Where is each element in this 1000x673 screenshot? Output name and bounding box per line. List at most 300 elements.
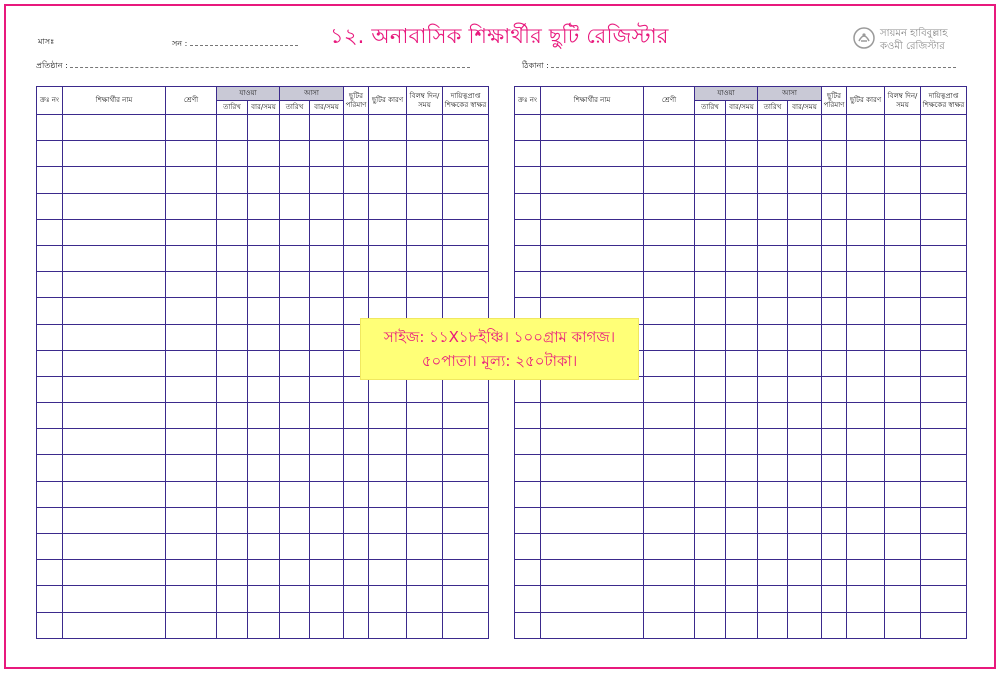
table-cell[interactable] — [407, 403, 443, 429]
table-cell[interactable] — [644, 507, 695, 533]
table-cell[interactable] — [758, 141, 788, 167]
table-cell[interactable] — [726, 272, 758, 298]
table-cell[interactable] — [37, 507, 63, 533]
table-cell[interactable] — [344, 481, 369, 507]
table-cell[interactable] — [788, 403, 822, 429]
table-cell[interactable] — [37, 429, 63, 455]
table-cell[interactable] — [37, 560, 63, 586]
table-cell[interactable] — [369, 534, 407, 560]
table-cell[interactable] — [443, 429, 489, 455]
table-cell[interactable] — [788, 586, 822, 612]
table-cell[interactable] — [885, 586, 921, 612]
table-cell[interactable] — [248, 560, 280, 586]
table-cell[interactable] — [217, 350, 248, 376]
table-cell[interactable] — [726, 429, 758, 455]
table-cell[interactable] — [515, 272, 541, 298]
table-cell[interactable] — [217, 167, 248, 193]
table-cell[interactable] — [541, 481, 644, 507]
table-cell[interactable] — [644, 560, 695, 586]
table-cell[interactable] — [644, 272, 695, 298]
table-cell[interactable] — [310, 115, 344, 141]
table-cell[interactable] — [695, 534, 726, 560]
table-cell[interactable] — [443, 219, 489, 245]
table-cell[interactable] — [248, 376, 280, 402]
table-cell[interactable] — [885, 350, 921, 376]
table-cell[interactable] — [344, 245, 369, 271]
table-cell[interactable] — [885, 507, 921, 533]
table-cell[interactable] — [726, 534, 758, 560]
table-cell[interactable] — [37, 350, 63, 376]
table-cell[interactable] — [822, 429, 847, 455]
table-cell[interactable] — [541, 141, 644, 167]
table-cell[interactable] — [788, 324, 822, 350]
table-cell[interactable] — [644, 481, 695, 507]
table-cell[interactable] — [369, 115, 407, 141]
table-cell[interactable] — [166, 560, 217, 586]
table-cell[interactable] — [695, 272, 726, 298]
table-cell[interactable] — [541, 167, 644, 193]
table-cell[interactable] — [695, 219, 726, 245]
table-cell[interactable] — [695, 167, 726, 193]
table-cell[interactable] — [921, 141, 967, 167]
table-cell[interactable] — [644, 298, 695, 324]
table-cell[interactable] — [847, 560, 885, 586]
table-cell[interactable] — [166, 193, 217, 219]
table-cell[interactable] — [248, 324, 280, 350]
table-cell[interactable] — [541, 193, 644, 219]
table-cell[interactable] — [541, 219, 644, 245]
table-cell[interactable] — [217, 429, 248, 455]
table-cell[interactable] — [280, 403, 310, 429]
table-cell[interactable] — [758, 324, 788, 350]
table-cell[interactable] — [407, 429, 443, 455]
table-cell[interactable] — [726, 403, 758, 429]
table-cell[interactable] — [37, 245, 63, 271]
table-cell[interactable] — [407, 455, 443, 481]
table-cell[interactable] — [847, 350, 885, 376]
table-cell[interactable] — [788, 534, 822, 560]
table-cell[interactable] — [921, 350, 967, 376]
table-cell[interactable] — [63, 507, 166, 533]
table-cell[interactable] — [407, 534, 443, 560]
table-cell[interactable] — [921, 534, 967, 560]
table-cell[interactable] — [758, 429, 788, 455]
table-cell[interactable] — [726, 586, 758, 612]
table-cell[interactable] — [310, 324, 344, 350]
table-cell[interactable] — [166, 245, 217, 271]
table-cell[interactable] — [407, 167, 443, 193]
table-cell[interactable] — [63, 193, 166, 219]
table-cell[interactable] — [248, 429, 280, 455]
table-cell[interactable] — [37, 298, 63, 324]
table-cell[interactable] — [644, 612, 695, 638]
table-cell[interactable] — [344, 586, 369, 612]
table-cell[interactable] — [847, 586, 885, 612]
table-cell[interactable] — [407, 219, 443, 245]
table-cell[interactable] — [280, 586, 310, 612]
table-cell[interactable] — [248, 481, 280, 507]
table-cell[interactable] — [166, 612, 217, 638]
table-cell[interactable] — [921, 298, 967, 324]
table-cell[interactable] — [407, 115, 443, 141]
table-cell[interactable] — [443, 245, 489, 271]
table-cell[interactable] — [885, 272, 921, 298]
table-cell[interactable] — [541, 376, 644, 402]
table-cell[interactable] — [758, 376, 788, 402]
table-cell[interactable] — [726, 481, 758, 507]
table-cell[interactable] — [758, 560, 788, 586]
table-cell[interactable] — [443, 403, 489, 429]
table-cell[interactable] — [921, 586, 967, 612]
table-cell[interactable] — [280, 298, 310, 324]
table-cell[interactable] — [166, 481, 217, 507]
table-cell[interactable] — [248, 455, 280, 481]
table-cell[interactable] — [407, 193, 443, 219]
table-cell[interactable] — [758, 481, 788, 507]
table-cell[interactable] — [443, 141, 489, 167]
table-cell[interactable] — [822, 298, 847, 324]
table-cell[interactable] — [280, 481, 310, 507]
table-cell[interactable] — [310, 507, 344, 533]
table-cell[interactable] — [822, 141, 847, 167]
table-cell[interactable] — [37, 141, 63, 167]
table-cell[interactable] — [310, 612, 344, 638]
table-cell[interactable] — [310, 376, 344, 402]
table-cell[interactable] — [248, 141, 280, 167]
table-cell[interactable] — [166, 403, 217, 429]
table-cell[interactable] — [726, 507, 758, 533]
table-cell[interactable] — [63, 219, 166, 245]
table-cell[interactable] — [248, 115, 280, 141]
table-cell[interactable] — [280, 350, 310, 376]
table-cell[interactable] — [280, 219, 310, 245]
table-cell[interactable] — [822, 534, 847, 560]
table-cell[interactable] — [695, 403, 726, 429]
table-cell[interactable] — [37, 455, 63, 481]
table-cell[interactable] — [644, 193, 695, 219]
table-cell[interactable] — [248, 298, 280, 324]
table-cell[interactable] — [344, 612, 369, 638]
table-cell[interactable] — [644, 403, 695, 429]
table-cell[interactable] — [344, 403, 369, 429]
table-cell[interactable] — [166, 350, 217, 376]
table-cell[interactable] — [280, 193, 310, 219]
table-cell[interactable] — [758, 298, 788, 324]
table-cell[interactable] — [310, 245, 344, 271]
table-cell[interactable] — [63, 429, 166, 455]
table-cell[interactable] — [695, 245, 726, 271]
table-cell[interactable] — [758, 272, 788, 298]
table-cell[interactable] — [407, 481, 443, 507]
table-cell[interactable] — [217, 298, 248, 324]
table-cell[interactable] — [921, 376, 967, 402]
table-cell[interactable] — [726, 324, 758, 350]
table-cell[interactable] — [344, 193, 369, 219]
table-cell[interactable] — [443, 272, 489, 298]
table-cell[interactable] — [758, 586, 788, 612]
table-cell[interactable] — [443, 612, 489, 638]
table-cell[interactable] — [217, 324, 248, 350]
table-cell[interactable] — [310, 219, 344, 245]
table-cell[interactable] — [822, 507, 847, 533]
table-cell[interactable] — [37, 219, 63, 245]
table-cell[interactable] — [822, 272, 847, 298]
table-cell[interactable] — [407, 141, 443, 167]
table-cell[interactable] — [788, 560, 822, 586]
table-cell[interactable] — [541, 507, 644, 533]
table-cell[interactable] — [644, 376, 695, 402]
table-cell[interactable] — [541, 534, 644, 560]
table-cell[interactable] — [310, 298, 344, 324]
table-cell[interactable] — [758, 350, 788, 376]
table-cell[interactable] — [921, 167, 967, 193]
table-cell[interactable] — [63, 115, 166, 141]
table-cell[interactable] — [885, 560, 921, 586]
table-cell[interactable] — [217, 534, 248, 560]
table-cell[interactable] — [541, 245, 644, 271]
table-cell[interactable] — [217, 455, 248, 481]
table-cell[interactable] — [885, 324, 921, 350]
table-cell[interactable] — [280, 115, 310, 141]
table-cell[interactable] — [822, 350, 847, 376]
table-cell[interactable] — [63, 298, 166, 324]
table-cell[interactable] — [758, 219, 788, 245]
table-cell[interactable] — [37, 376, 63, 402]
table-cell[interactable] — [310, 534, 344, 560]
table-cell[interactable] — [407, 507, 443, 533]
table-cell[interactable] — [788, 167, 822, 193]
table-cell[interactable] — [921, 612, 967, 638]
table-cell[interactable] — [847, 481, 885, 507]
table-cell[interactable] — [310, 141, 344, 167]
table-cell[interactable] — [695, 324, 726, 350]
table-cell[interactable] — [280, 455, 310, 481]
table-cell[interactable] — [344, 534, 369, 560]
table-cell[interactable] — [644, 167, 695, 193]
table-cell[interactable] — [369, 245, 407, 271]
table-cell[interactable] — [217, 403, 248, 429]
table-cell[interactable] — [885, 455, 921, 481]
table-cell[interactable] — [248, 403, 280, 429]
table-cell[interactable] — [758, 534, 788, 560]
table-cell[interactable] — [541, 429, 644, 455]
table-cell[interactable] — [63, 167, 166, 193]
table-cell[interactable] — [822, 245, 847, 271]
table-cell[interactable] — [921, 193, 967, 219]
table-cell[interactable] — [63, 350, 166, 376]
table-cell[interactable] — [37, 534, 63, 560]
table-cell[interactable] — [37, 612, 63, 638]
table-cell[interactable] — [37, 403, 63, 429]
table-cell[interactable] — [758, 403, 788, 429]
table-cell[interactable] — [280, 612, 310, 638]
table-cell[interactable] — [695, 429, 726, 455]
table-cell[interactable] — [280, 324, 310, 350]
table-cell[interactable] — [407, 612, 443, 638]
table-cell[interactable] — [369, 560, 407, 586]
table-cell[interactable] — [369, 612, 407, 638]
table-cell[interactable] — [822, 586, 847, 612]
table-cell[interactable] — [541, 612, 644, 638]
table-cell[interactable] — [695, 586, 726, 612]
table-cell[interactable] — [369, 429, 407, 455]
table-cell[interactable] — [310, 403, 344, 429]
table-cell[interactable] — [443, 193, 489, 219]
table-cell[interactable] — [644, 534, 695, 560]
table-cell[interactable] — [280, 429, 310, 455]
table-cell[interactable] — [885, 115, 921, 141]
table-cell[interactable] — [726, 376, 758, 402]
table-cell[interactable] — [847, 455, 885, 481]
table-cell[interactable] — [37, 481, 63, 507]
table-cell[interactable] — [921, 219, 967, 245]
table-cell[interactable] — [847, 429, 885, 455]
table-cell[interactable] — [515, 586, 541, 612]
table-cell[interactable] — [822, 403, 847, 429]
table-cell[interactable] — [63, 272, 166, 298]
table-cell[interactable] — [695, 560, 726, 586]
table-cell[interactable] — [166, 586, 217, 612]
table-cell[interactable] — [63, 612, 166, 638]
table-cell[interactable] — [310, 560, 344, 586]
table-cell[interactable] — [847, 115, 885, 141]
table-cell[interactable] — [280, 141, 310, 167]
table-cell[interactable] — [310, 455, 344, 481]
table-cell[interactable] — [921, 403, 967, 429]
table-cell[interactable] — [63, 481, 166, 507]
table-cell[interactable] — [407, 245, 443, 271]
table-cell[interactable] — [443, 534, 489, 560]
table-cell[interactable] — [788, 115, 822, 141]
table-cell[interactable] — [695, 612, 726, 638]
table-cell[interactable] — [885, 298, 921, 324]
table-cell[interactable] — [166, 167, 217, 193]
table-cell[interactable] — [443, 586, 489, 612]
table-cell[interactable] — [310, 429, 344, 455]
table-cell[interactable] — [885, 376, 921, 402]
table-cell[interactable] — [644, 219, 695, 245]
table-cell[interactable] — [788, 429, 822, 455]
table-cell[interactable] — [37, 193, 63, 219]
table-cell[interactable] — [788, 219, 822, 245]
table-cell[interactable] — [515, 429, 541, 455]
table-cell[interactable] — [541, 272, 644, 298]
table-cell[interactable] — [788, 298, 822, 324]
table-cell[interactable] — [217, 612, 248, 638]
table-cell[interactable] — [515, 219, 541, 245]
table-cell[interactable] — [822, 455, 847, 481]
table-cell[interactable] — [310, 350, 344, 376]
table-cell[interactable] — [248, 350, 280, 376]
table-cell[interactable] — [644, 141, 695, 167]
table-cell[interactable] — [344, 167, 369, 193]
table-cell[interactable] — [310, 272, 344, 298]
table-cell[interactable] — [280, 534, 310, 560]
table-cell[interactable] — [369, 219, 407, 245]
table-cell[interactable] — [369, 403, 407, 429]
table-cell[interactable] — [248, 272, 280, 298]
table-cell[interactable] — [921, 324, 967, 350]
table-cell[interactable] — [515, 141, 541, 167]
table-cell[interactable] — [443, 455, 489, 481]
table-cell[interactable] — [344, 507, 369, 533]
table-cell[interactable] — [788, 272, 822, 298]
table-cell[interactable] — [726, 141, 758, 167]
table-cell[interactable] — [921, 272, 967, 298]
table-cell[interactable] — [217, 507, 248, 533]
table-cell[interactable] — [310, 481, 344, 507]
table-cell[interactable] — [695, 350, 726, 376]
table-cell[interactable] — [644, 324, 695, 350]
table-cell[interactable] — [644, 115, 695, 141]
table-cell[interactable] — [847, 507, 885, 533]
table-cell[interactable] — [726, 193, 758, 219]
table-cell[interactable] — [788, 376, 822, 402]
table-cell[interactable] — [822, 167, 847, 193]
table-cell[interactable] — [248, 586, 280, 612]
table-cell[interactable] — [310, 193, 344, 219]
table-cell[interactable] — [847, 612, 885, 638]
table-cell[interactable] — [921, 481, 967, 507]
table-cell[interactable] — [63, 376, 166, 402]
table-cell[interactable] — [344, 115, 369, 141]
table-cell[interactable] — [695, 481, 726, 507]
table-cell[interactable] — [217, 141, 248, 167]
table-cell[interactable] — [921, 507, 967, 533]
table-cell[interactable] — [726, 560, 758, 586]
table-cell[interactable] — [885, 534, 921, 560]
table-cell[interactable] — [541, 455, 644, 481]
table-cell[interactable] — [443, 115, 489, 141]
table-cell[interactable] — [726, 455, 758, 481]
table-cell[interactable] — [166, 115, 217, 141]
table-cell[interactable] — [407, 376, 443, 402]
table-cell[interactable] — [217, 115, 248, 141]
table-cell[interactable] — [166, 272, 217, 298]
table-cell[interactable] — [847, 534, 885, 560]
table-cell[interactable] — [885, 403, 921, 429]
table-cell[interactable] — [166, 219, 217, 245]
table-cell[interactable] — [63, 324, 166, 350]
table-cell[interactable] — [822, 193, 847, 219]
table-cell[interactable] — [63, 141, 166, 167]
table-cell[interactable] — [515, 193, 541, 219]
table-cell[interactable] — [217, 376, 248, 402]
table-cell[interactable] — [515, 455, 541, 481]
table-cell[interactable] — [644, 455, 695, 481]
table-cell[interactable] — [443, 376, 489, 402]
table-cell[interactable] — [344, 376, 369, 402]
table-cell[interactable] — [847, 141, 885, 167]
table-cell[interactable] — [726, 298, 758, 324]
table-cell[interactable] — [921, 245, 967, 271]
table-cell[interactable] — [758, 167, 788, 193]
table-cell[interactable] — [921, 115, 967, 141]
table-cell[interactable] — [310, 167, 344, 193]
table-cell[interactable] — [847, 298, 885, 324]
table-cell[interactable] — [758, 193, 788, 219]
table-cell[interactable] — [63, 245, 166, 271]
table-cell[interactable] — [166, 324, 217, 350]
table-cell[interactable] — [847, 403, 885, 429]
table-cell[interactable] — [788, 455, 822, 481]
table-cell[interactable] — [37, 115, 63, 141]
table-cell[interactable] — [369, 376, 407, 402]
table-cell[interactable] — [695, 507, 726, 533]
table-cell[interactable] — [280, 272, 310, 298]
table-cell[interactable] — [541, 560, 644, 586]
table-cell[interactable] — [63, 534, 166, 560]
